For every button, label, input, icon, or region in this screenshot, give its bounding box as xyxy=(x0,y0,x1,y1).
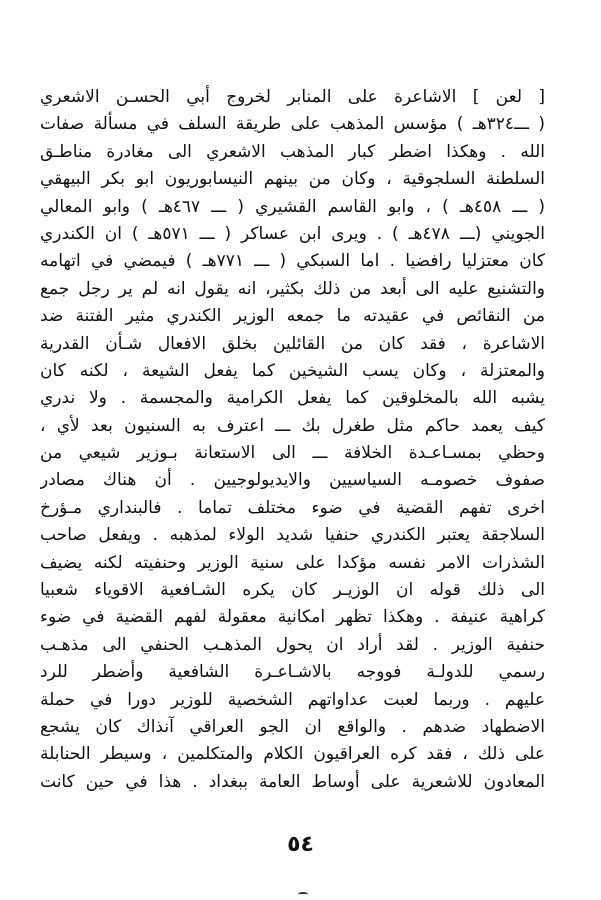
text-line: من النقائص في عقيدته ما جمعه الوزير الكندري مثير الفتنة ضد xyxy=(40,306,545,327)
text-line: الى ذلك قوله ان الوزيـر كان يكره الشـافعية الاقوياء شعبيا xyxy=(40,580,545,601)
text-line: المعادون للاشعرية على أوساط العامة ببغداد . هذا في حين كانت xyxy=(40,771,545,792)
text-line: الله . وهكذا اضطر كبار المذهب الاشعري الى مغادرة مناطـق xyxy=(40,141,545,162)
text-line: الاشاعرة ، فقد كان من القائلين بخلق الافعال شـأن القدرية xyxy=(40,333,545,354)
text-line: ( ـــ٣٢٤هـ ) مؤسس المذهب على طريقة السلف في مسألة صفات xyxy=(40,114,545,135)
text-line: يشبه الله بالمخلوقين كما يفعل الكرامية والمجسمة . ولا ندري xyxy=(40,388,545,409)
text-line: اخرى تفهم القضية في ضوء مختلف تماما . فالبنداري مـؤرخ xyxy=(40,497,545,518)
text-line: عليهم . وربما لعبت عداواتهم الشخصية للوزير دورا في حملة xyxy=(40,689,545,710)
text-line: [ لعن ] الاشاعرة على المنابر لخروج أبي الحسـن الاشعري xyxy=(40,87,545,107)
text-line: والتشنيع عليه الى أبعد من ذلك بكثير، انه يقول انه لم ير رجل جمع xyxy=(40,278,545,299)
text-line: ( ـــ ٤٥٨هـ ) ، وابو القاسم القشيري ( ـــ ٤٦٧هـ ) وابو المعالي xyxy=(40,196,545,217)
text-line: رسمي للدولـة فووجه بالاشـاعـرة الشافعية وأضطر للرد xyxy=(40,662,545,683)
text-line: السلطنة السلجوقية ، وكان من بينهم النيسابوريون ابو بكر البيهقي xyxy=(40,169,545,190)
text-line: كيف يعمد حاكم مثل طغرل بك ـــ اعترف به السنيون بعد لأي ، xyxy=(40,415,545,436)
text-line: الجويني (ـــ ٤٧٨هـ ) . ويرى ابن عساكر ( ـــ ٥٧١هـ ) ان الكندري xyxy=(40,223,545,244)
scan-mark xyxy=(298,892,308,897)
text-line: السلاجقة يعتبر الكندري حنفيا شديد الولاء لمذهبه . ويفعل صاحب xyxy=(40,525,545,546)
text-line: صفوف خصومـه السياسيين والايديولوجيين . أن هناك مصادر xyxy=(40,470,545,491)
body-text xyxy=(40,84,545,796)
page-number: ٥٤ xyxy=(287,832,314,857)
text-line: وحظي بمسـاعـدة الخلافة ـــ الى الاستعانة بـوزير شيعي من xyxy=(40,443,545,464)
text-line: كراهية عنيفة . وهكذا تظهر امكانية معقولة لفهم القضية في ضوء xyxy=(40,607,545,628)
text-line: على ذلك ، فقد كره العراقيون الكلام والمتكلمين ، وسيطر الحنابلة xyxy=(40,744,545,765)
text-line: والمعتزلة ، وكان يسب الشيخين كما يفعل الشيعة ، لكنه كان xyxy=(40,360,545,381)
text-line: حنفية الوزير . لقد أراد ان يحول المذهـب الحنفي الى مذهـب xyxy=(40,634,545,655)
text-line: الشذرات الامر نفسه مؤكدا على سنية الوزير وحنفيته لكنه يضيف xyxy=(40,552,545,573)
text-line: كان معتزليا رافضيا . اما السبكي ( ـــ ٧٧١هـ ) فيمضي في اتهامه xyxy=(40,251,545,272)
text-line: الاضطهاد ضدهم . والواقع ان الجو العراقي آنذاك كان يشجع xyxy=(40,716,545,737)
